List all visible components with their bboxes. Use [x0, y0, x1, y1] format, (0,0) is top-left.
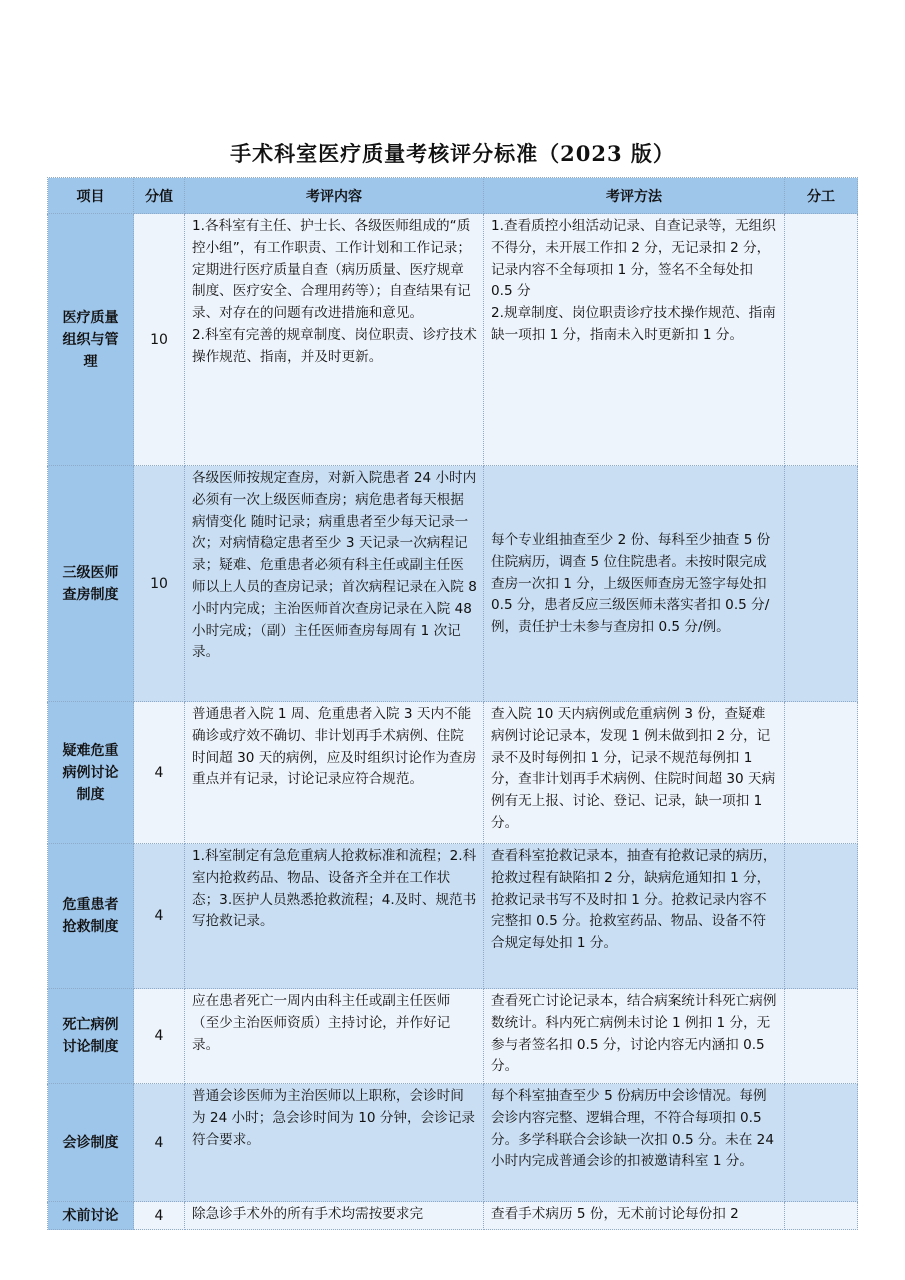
table-header-row — [48, 178, 858, 214]
row-allocation — [785, 466, 858, 702]
row-allocation — [785, 702, 858, 844]
row-allocation — [785, 214, 858, 466]
row-allocation — [785, 844, 858, 989]
row-score: 4 — [134, 989, 185, 1084]
row-allocation — [785, 989, 858, 1084]
row-item: 疑难危重 病例讨论 制度 — [48, 702, 134, 844]
row-content: 1.科室制定有急危重病人抢救标准和流程；2.科室内抢救药品、物品、设备齐全并在工作状态；3.医护人员熟悉抢救流程；4.及时、规范书写抢救记录。 — [185, 844, 484, 989]
header-allocation: 分工 — [785, 178, 858, 214]
table-row — [48, 1084, 858, 1202]
header-method: 考评方法 — [484, 178, 785, 214]
row-content: 普通患者入院 1 周、危重患者入院 3 天内不能确诊或疗效不确切、非计划再手术病例、住院时间超 30 天的病例，应及时组织讨论作为查房重点并有记录，讨论记录应符合规范。 — [185, 702, 484, 844]
row-item: 死亡病例 讨论制度 — [48, 989, 134, 1084]
row-method: 查看手术病历 5 份，无术前讨论每份扣 2 — [484, 1202, 785, 1230]
row-content: 普通会诊医师为主治医师以上职称，会诊时间为 24 小时；急会诊时间为 10 分钟，会诊记录符合要求。 — [185, 1084, 484, 1202]
table-row — [48, 989, 858, 1084]
document-title: 手术科室医疗质量考核评分标准（2023 版） — [230, 141, 675, 166]
row-score: 10 — [134, 466, 185, 702]
row-allocation — [785, 1084, 858, 1202]
row-score: 4 — [134, 844, 185, 989]
row-item: 会诊制度 — [48, 1084, 134, 1202]
table-row — [48, 844, 858, 989]
row-method: 1.查看质控小组活动记录、自查记录等，无组织不得分，未开展工作扣 2 分，无记录扣 2 分，记录内容不全每项扣 1 分，签名不全每处扣 0.5 分 2.规章制度、岗位职责诊疗技术操作规范、指南缺一项扣 1 分，指南未入时更新扣 1 分。 — [484, 214, 785, 466]
row-score: 4 — [134, 1202, 185, 1230]
row-method: 查看科室抢救记录本，抽查有抢救记录的病历，抢救过程有缺陷扣 2 分，缺病危通知扣 1 分，抢救记录书写不及时扣 1 分。抢救记录内容不完整扣 0.5 分。抢救室药品、物品、设备不符合规定每处扣 1 分。 — [484, 844, 785, 989]
row-item: 危重患者 抢救制度 — [48, 844, 134, 989]
row-item: 术前讨论 — [48, 1202, 134, 1230]
header-content: 考评内容 — [185, 178, 484, 214]
row-item: 医疗质量 组织与管 理 — [48, 214, 134, 466]
row-method: 每个科室抽查至少 5 份病历中会诊情况。每例会诊内容完整、逻辑合理，不符合每项扣 0.5 分。多学科联合会诊缺一次扣 0.5 分。未在 24 小时内完成普通会诊的扣被邀请科室 1 分。 — [484, 1084, 785, 1202]
row-content: 1.各科室有主任、护士长、各级医师组成的“质控小组”，有工作职责、工作计划和工作记录；定期进行医疗质量自查（病历质量、医疗规章制度、医疗安全、合理用药等）；自查结果有记录、对存在的问题有改进措施和意见。 2.科室有完善的规章制度、岗位职责、诊疗技术操作规范、指南，并及时更新。 — [185, 214, 484, 466]
row-content: 各级医师按规定查房，对新入院患者 24 小时内必须有一次上级医师查房；病危患者每天根据病情变化 随时记录；病重患者至少每天记录一次；对病情稳定患者至少 3 天记录一次病程记录；疑难、危重患者必须有科主任或副主任医师以上人员的查房记录；首次病程记录在入院 8 小时内完成；主治医师首次查房记录在入院 48 小时完成；（副）主任医师查房每周有 1 次记录。 — [185, 466, 484, 702]
row-allocation — [785, 1202, 858, 1230]
row-content: 除急诊手术外的所有手术均需按要求完 — [185, 1202, 484, 1230]
row-score: 10 — [134, 214, 185, 466]
table-row — [48, 214, 858, 466]
table-row — [48, 466, 858, 702]
row-score: 4 — [134, 1084, 185, 1202]
table-row — [48, 702, 858, 844]
header-score: 分值 — [134, 178, 185, 214]
row-method: 查看死亡讨论记录本，结合病案统计科死亡病例数统计。科内死亡病例未讨论 1 例扣 1 分，无参与者签名扣 0.5 分，讨论内容无内涵扣 0.5 分。 — [484, 989, 785, 1084]
table-row — [48, 1202, 858, 1230]
row-method: 每个专业组抽查至少 2 份、每科至少抽查 5 份住院病历，调查 5 位住院患者。未按时限完成查房一次扣 1 分，上级医师查房无签字每处扣 0.5 分，患者反应三级医师未落实者扣 0.5 分/例，责任护士未参与查房扣 0.5 分/例。 — [484, 466, 785, 702]
row-content: 应在患者死亡一周内由科主任或副主任医师（至少主治医师资质）主持讨论，并作好记录。 — [185, 989, 484, 1084]
row-score: 4 — [134, 702, 185, 844]
row-method: 查入院 10 天内病例或危重病例 3 份，查疑难病例讨论记录本，发现 1 例未做到扣 2 分，记录不及时每例扣 1 分，记录不规范每例扣 1 分，查非计划再手术病例、住院时间超 30 天病例有无上报、讨论、登记、记录，缺一项扣 1 分。 — [484, 702, 785, 844]
scoring-table — [47, 177, 858, 1230]
row-item: 三级医师 查房制度 — [48, 466, 134, 702]
header-item: 项目 — [48, 178, 134, 214]
